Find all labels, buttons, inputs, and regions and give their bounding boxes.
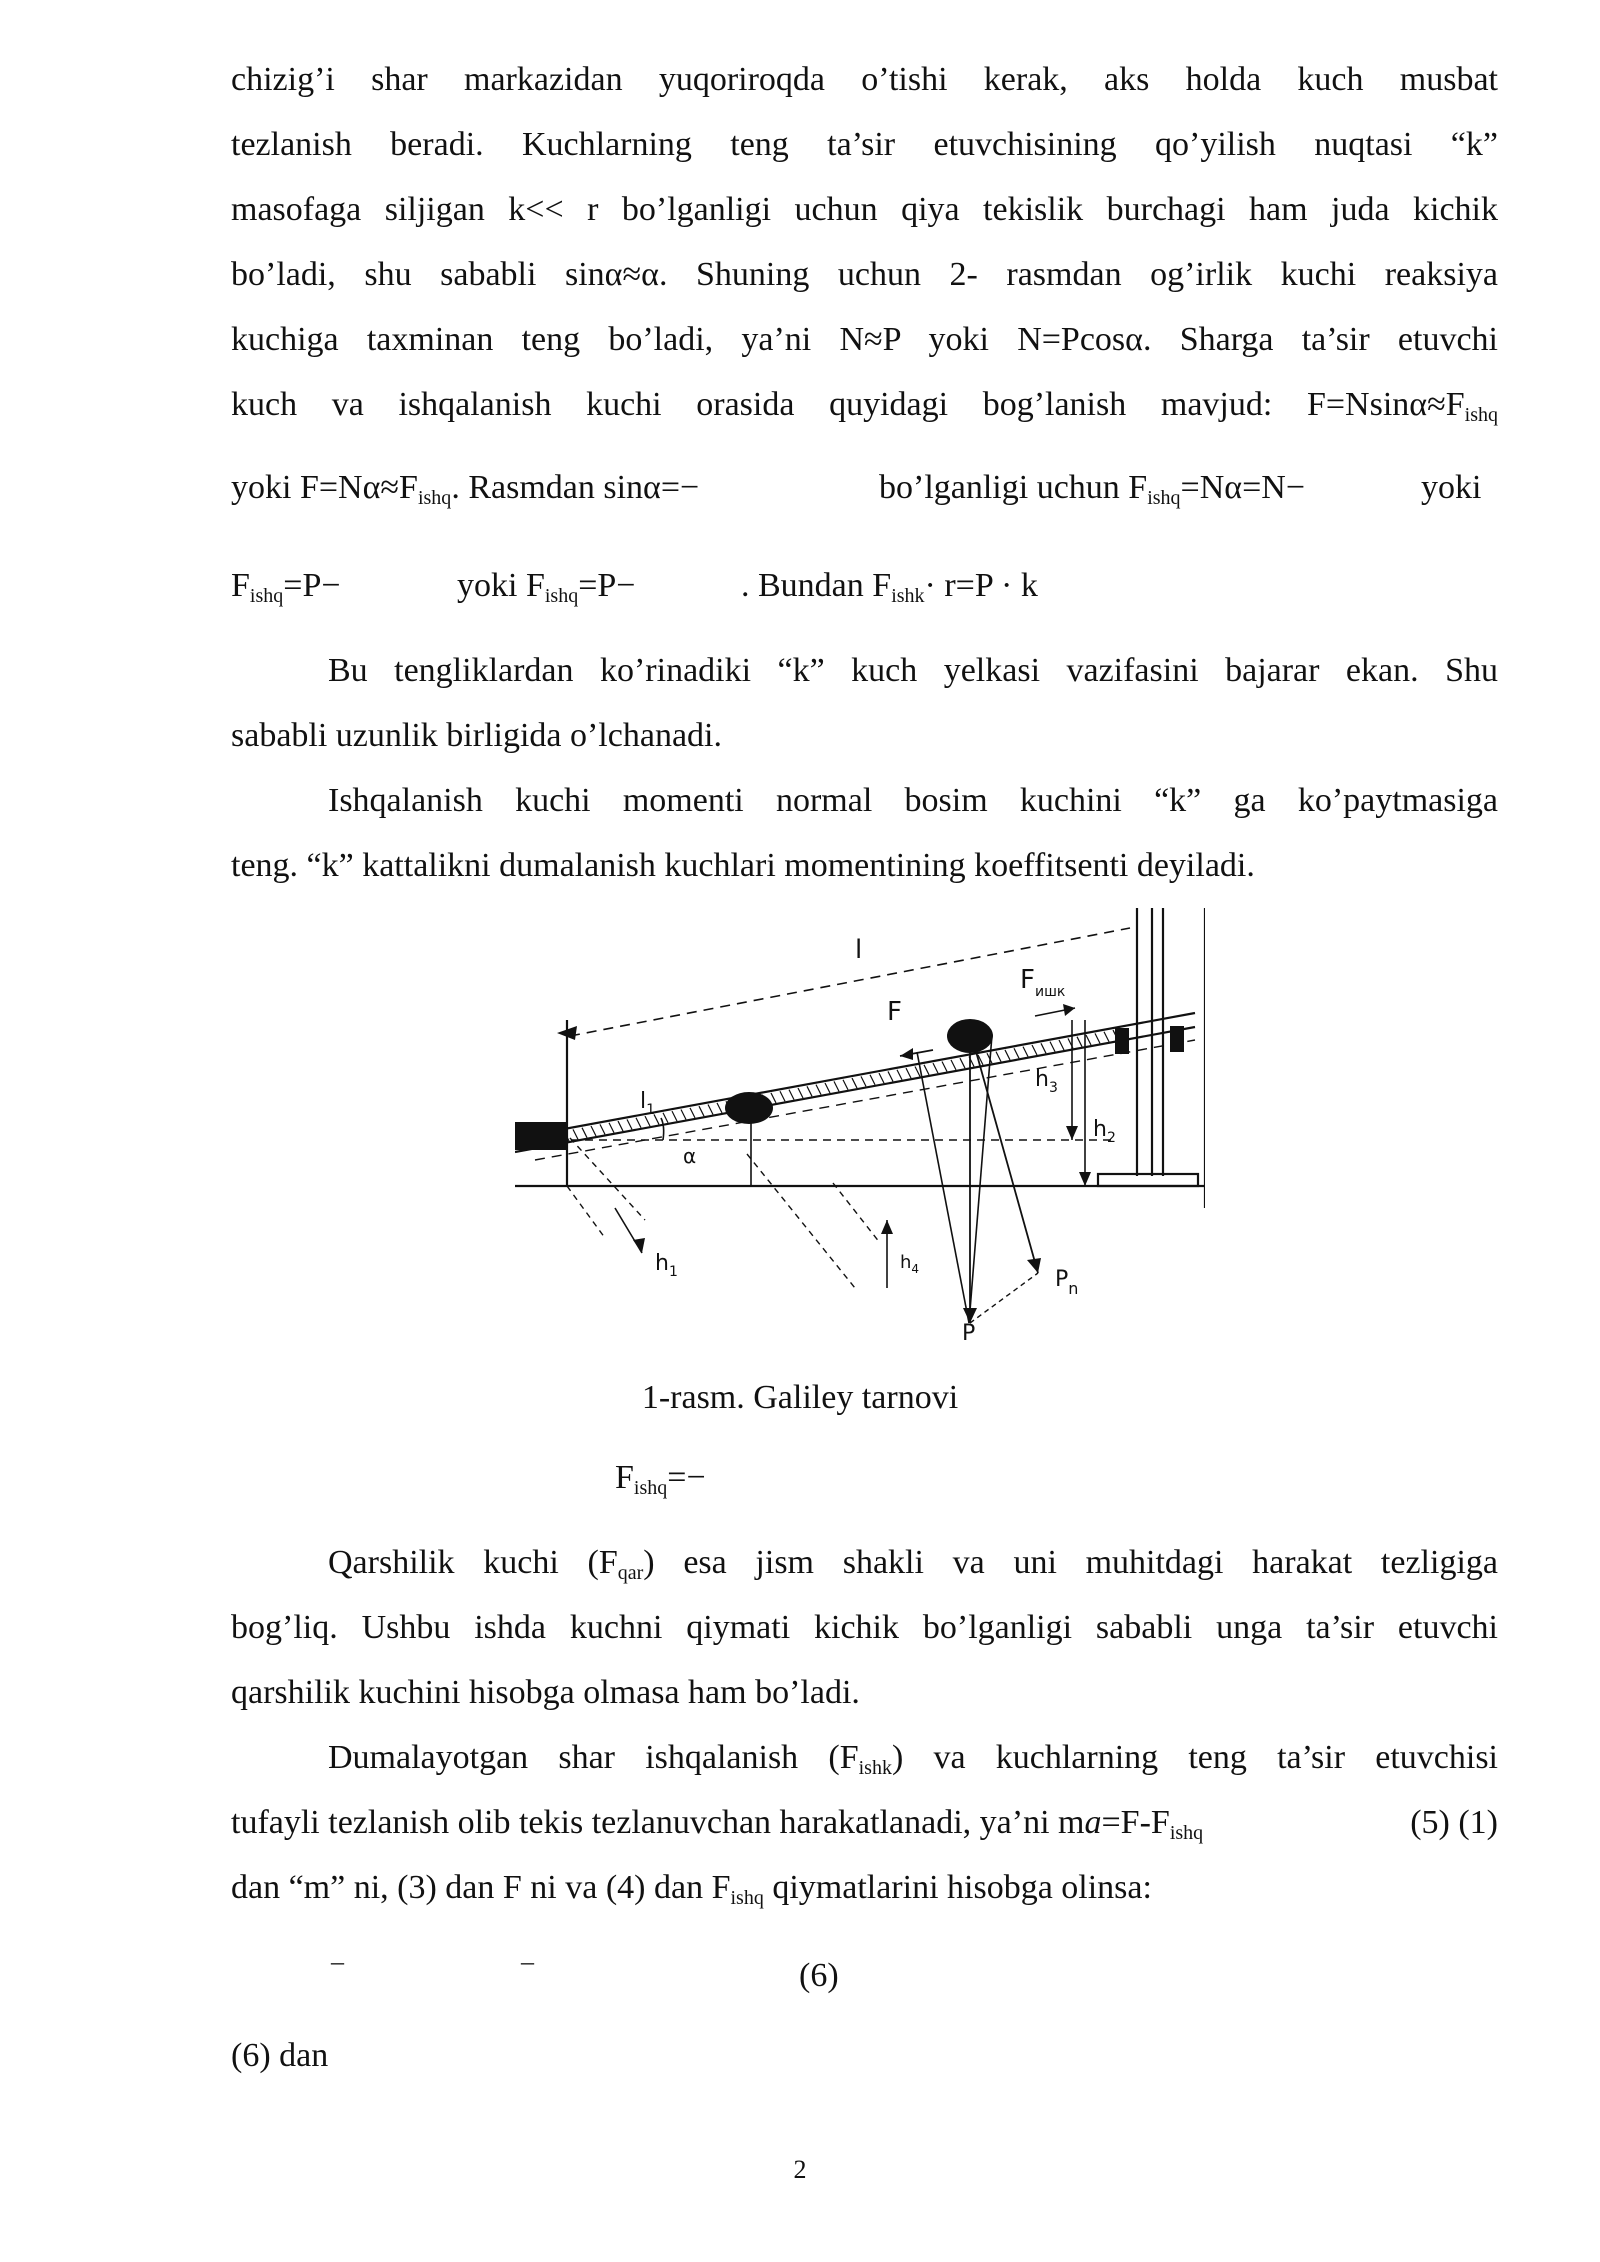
- label-part: h: [900, 1252, 912, 1273]
- label-part: h: [1093, 1117, 1107, 1142]
- equation-numbers: (5) (1): [1410, 1804, 1498, 1841]
- label-F-ishk: [1020, 965, 1065, 1000]
- subscript: ishq: [1147, 487, 1181, 509]
- stand-marker: [1170, 1026, 1184, 1052]
- h1-arrowhead: [633, 1238, 645, 1253]
- length-line: [570, 928, 1130, 1036]
- text-span: dan “m” ni, (3) dan F ni va (4) dan F: [231, 1869, 731, 1906]
- text-span: yoki F=Nα≈F: [231, 469, 418, 506]
- subscript: ishq: [1464, 404, 1498, 426]
- subscript: ishk: [858, 1757, 892, 1779]
- formula-line: [615, 1456, 706, 1500]
- stand-base: [1098, 1174, 1198, 1186]
- text-span: . Bundan F: [741, 567, 892, 604]
- ball: [947, 1019, 993, 1053]
- label-F: F: [887, 997, 902, 1027]
- label-sub: 3: [1048, 1080, 1058, 1096]
- text-line: [328, 1541, 1498, 1585]
- figure-caption: 1-rasm. Galiley tarnovi: [641, 1379, 959, 1416]
- label-h4: [900, 1252, 919, 1276]
- subscript: qar: [617, 1562, 644, 1584]
- h4-arrowhead: [881, 1220, 893, 1234]
- text-span: . Rasmdan sinα=−: [451, 469, 700, 506]
- text-span: [879, 466, 1305, 510]
- label-part: h: [1035, 1067, 1049, 1092]
- text-line: [231, 1801, 1498, 1845]
- text-span: · r=P · k: [924, 567, 1038, 604]
- label-h2: [1093, 1117, 1116, 1146]
- parallelogram-line: [970, 1273, 1038, 1323]
- text-line: qarshilik kuchini hisobga olmasa ham bo’ladi.: [231, 1674, 860, 1711]
- label-part: h: [655, 1251, 669, 1276]
- text-span: ) esa jism shakli va uni muhitdagi harakat tezligiga: [643, 1544, 1498, 1581]
- label-Pn: [1055, 1267, 1078, 1298]
- text-span: Dumalayotgan shar ishqalanish (F: [328, 1739, 859, 1776]
- text-span: kuch va ishqalanish kuchi orasida quyidagi bog’lanish mavjud: F=Nsinα≈F: [231, 386, 1465, 423]
- italic-a: a: [1084, 1804, 1102, 1841]
- text-span: F: [615, 1459, 634, 1496]
- text-span: =P−: [283, 567, 341, 604]
- text-line: tezlanish beradi. Kuchlarning teng ta’sir etuvchisining qo’yilish nuqtasi “k”: [231, 126, 1498, 163]
- text-span: bo’lganligi uchun F: [879, 469, 1148, 506]
- normal-line: [970, 1030, 1038, 1273]
- text-line: [328, 1736, 1498, 1780]
- text-span: [741, 564, 1038, 608]
- label-part: F: [1020, 965, 1035, 995]
- label-sub: ишк: [1034, 984, 1066, 1000]
- text-line: masofaga siljigan k<< r bo’lganligi uchun qiya tekislik burchagi ham juda kichik: [231, 191, 1498, 228]
- text-line: bog’liq. Ushbu ishda kuchni qiymati kichik bo’lganligi sababli unga ta’sir etuvchi: [231, 1609, 1498, 1646]
- h4-projection: [833, 1183, 880, 1243]
- ball: [725, 1092, 773, 1124]
- text-span: Qarshilik kuchi (F: [328, 1544, 618, 1581]
- text-span: qiymatlarini hisobga olinsa:: [772, 1869, 1152, 1906]
- subscript: ishq: [544, 585, 579, 607]
- galiley-groove-figure: [515, 908, 1205, 1348]
- label-h3: [1035, 1067, 1058, 1096]
- force-line: [917, 1052, 969, 1323]
- label-l: l: [855, 935, 863, 965]
- subscript: ishq: [730, 1887, 764, 1909]
- subscript: ishq: [417, 487, 452, 509]
- text-line: Bu tengliklardan ko’rinadiki “k” kuch yelkasi vazifasini bajarar ekan. Shu: [328, 652, 1498, 689]
- label-P: P: [962, 1321, 976, 1346]
- h4-projection: [747, 1154, 855, 1288]
- text-span: yoki: [1421, 469, 1482, 506]
- text-span: =F-F: [1101, 1804, 1170, 1841]
- text-line: [231, 383, 1498, 427]
- text-line: bo’ladi, shu sababli sinα≈α. Shuning uchun 2- rasmdan og’irlik kuchi reaksiya: [231, 256, 1498, 293]
- subscript: ishq: [249, 585, 284, 607]
- text-span: [457, 564, 635, 608]
- label-h1: [655, 1251, 678, 1280]
- h2-arrowhead: [1079, 1172, 1091, 1186]
- equation-number: (6): [799, 1957, 839, 1994]
- text-line: [231, 1866, 1498, 1910]
- label-sub: 1: [668, 1264, 678, 1280]
- label-sub: 2: [1106, 1130, 1116, 1146]
- text-line: teng. “k” kattalikni dumalanish kuchlari momentining koeffitsenti deyiladi.: [231, 847, 1255, 884]
- label-part: P: [1055, 1267, 1069, 1292]
- fraction-bar: –: [331, 1947, 344, 1976]
- page-number: 2: [793, 2155, 807, 2184]
- left-block: [515, 1122, 567, 1150]
- text-line: (6) dan: [231, 2037, 329, 2074]
- text-span: tufayli tezlanish olib tekis tezlanuvchan harakatlanadi, ya’ni m: [231, 1804, 1085, 1841]
- subscript: ishk: [891, 585, 925, 607]
- text-span: yoki F: [457, 567, 545, 604]
- stand-marker: [1115, 1028, 1129, 1054]
- label-sub: 4: [911, 1262, 920, 1276]
- text-line: chizig’i shar markazidan yuqoriroqda o’tishi kerak, aks holda kuch musbat: [231, 61, 1498, 98]
- label-sub: n: [1068, 1279, 1079, 1298]
- Pn-arrowhead: [1027, 1258, 1041, 1273]
- friction-arrowhead: [1063, 1004, 1075, 1016]
- label-l1: [640, 1089, 655, 1118]
- fraction-bar: –: [521, 1947, 534, 1976]
- h1-projection: [570, 1138, 645, 1220]
- formula-line: [231, 564, 1498, 608]
- text-span: =Nα=N−: [1180, 469, 1305, 506]
- force-line: [969, 1035, 992, 1323]
- text-span: F: [231, 567, 250, 604]
- subscript: ishq: [1169, 1822, 1204, 1844]
- h1-projection: [567, 1186, 605, 1238]
- formula-line: [231, 466, 1498, 510]
- F-arrowhead: [900, 1048, 913, 1060]
- text-line: kuchiga taxminan teng bo’ladi, ya’ni N≈P yoki N=Pcosα. Sharga ta’sir etuvchi: [231, 321, 1498, 358]
- text-span: ) va kuchlarning teng ta’sir etuvchisi: [891, 1739, 1498, 1776]
- groove-dashed: [535, 1040, 1195, 1160]
- label-part: l: [640, 1089, 647, 1114]
- text-line: Ishqalanish kuchi momenti normal bosim kuchini “k” ga ko’paytmasiga: [328, 782, 1498, 819]
- text-span: [328, 1739, 1498, 1779]
- label-sub: 1: [646, 1102, 656, 1118]
- text-span: =P−: [578, 567, 636, 604]
- text-span: =−: [667, 1459, 706, 1496]
- subscript: ishq: [633, 1477, 668, 1499]
- h3-arrowhead: [1066, 1126, 1078, 1140]
- label-alpha: α: [683, 1144, 697, 1168]
- groove-hatching: [555, 1030, 1118, 1143]
- text-line: sababli uzunlik birligida o’lchanadi.: [231, 717, 722, 754]
